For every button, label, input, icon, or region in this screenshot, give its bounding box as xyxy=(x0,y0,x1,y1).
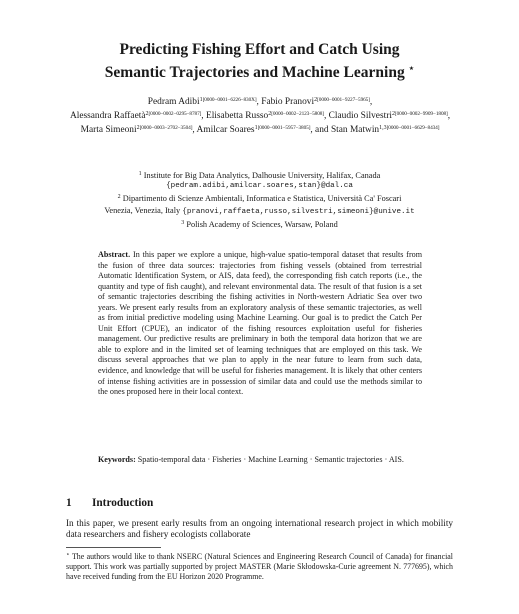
abstract-text: In this paper we explore a unique, high-value spatio-temporal dataset that results from the fusion of three data sources: trajectories from fishing vessels (obtained from terrestrial Automatic Identification System, or AIS, data feed), the corresponding fish catch reports (i.e., the quantity and type of fish caught), and relevant environmental data. The result of that fusion is a set of semantic trajectories describing the fishing activities in North-western Adriatic Sea over two years. We present early results from an exploratory analysis of these semantic trajectories, as well as from initial predictive modeling using Machine Learning. Our goal is to predict the Catch Per Unit Effort (CPUE), an indicator of the fishing resources exploitation useful for fisheries management. Our predictive results are preliminary in both the temporal data horizon that we are able to explore and in the limited set of learning techniques that are employed on this task. We discuss several approaches that we plan to apply in the near future to learn from such data, evidence, and knowledge that will be useful for fisheries management. It is likely that other centers of intense fishing activities are in possession of similar data and could use the methods similar to the ones proposed here in their local context. xyxy=(98,250,422,397)
intro-paragraph: In this paper, we present early results from an ongoing international research project in which mobility data researchers and fishery ecologists collaborate xyxy=(66,518,453,540)
affiliation-email: {pedram.adibi,amilcar.soares,stan}@dal.ca xyxy=(166,182,353,191)
section-heading xyxy=(66,497,153,509)
author-orcid: [0000−0001−5957−3805] xyxy=(257,125,311,132)
keywords-label: Keywords: xyxy=(98,455,136,464)
title-line-2 xyxy=(40,59,479,82)
author-orcid: [0000−0002−2123−5808] xyxy=(271,111,324,118)
author-name: Elisabetta Russo xyxy=(205,111,269,122)
author-affil-sup: 2 xyxy=(136,125,140,132)
abstract-label: Abstract. xyxy=(98,250,131,259)
author-name: Pedram Adibi xyxy=(147,97,200,107)
author-name: Claudio Silvestri xyxy=(328,111,392,122)
affiliations xyxy=(22,169,497,230)
affiliation-number: 2 xyxy=(117,194,121,201)
affiliation-2 xyxy=(22,192,497,204)
author-name: Amilcar Soares xyxy=(196,125,255,136)
footnote-mark: ⋆ xyxy=(66,552,70,558)
author-affil-sup: 2 xyxy=(268,111,272,118)
abstract xyxy=(98,250,422,398)
author-orcid: [0000−0003−2702−3504] xyxy=(139,125,193,132)
title-line-1: Predicting Fishing Effort and Catch Using xyxy=(119,41,400,58)
paper-title xyxy=(40,40,479,82)
author-affil-sup: 2 xyxy=(145,111,149,118)
section-title: Introduction xyxy=(92,497,154,509)
affiliation-2-cont xyxy=(22,205,497,218)
author-orcid: [0000−0002−0295−8787] xyxy=(148,111,202,118)
affiliation-3 xyxy=(22,218,497,230)
affiliation-email: {pranovi,raffaeta,russo,silvestri,simeoni}@unive.it xyxy=(182,207,415,216)
affiliation-number: 3 xyxy=(181,219,185,226)
affiliation-text: Venezia, Venezia, Italy xyxy=(104,205,181,215)
affiliation-text: Polish Academy of Sciences, Warsaw, Poland xyxy=(186,219,338,229)
author-name: Marta Simeoni xyxy=(80,125,137,136)
affiliation-1 xyxy=(22,169,497,181)
author-name: Alessandra Raffaetà xyxy=(69,111,146,122)
author-affil-sup: 2 xyxy=(314,97,318,103)
author-affil-sup: 1 xyxy=(199,97,203,103)
title-line-2-text: Semantic Trajectories and Machine Learning xyxy=(104,64,405,82)
author-affil-sup: 1,3 xyxy=(379,125,387,132)
author-name: Stan Matwin xyxy=(330,125,380,136)
author-orcid: [0000−0001−6629−8434] xyxy=(386,125,440,132)
author-orcid: [0000−0001−9227−5965] xyxy=(317,97,370,103)
author-name: Fabio Pranovi xyxy=(261,97,315,107)
author-affil-sup: 2 xyxy=(391,111,395,118)
affiliation-number: 1 xyxy=(138,171,142,177)
footnote-rule xyxy=(66,547,161,548)
author-affil-sup: 1 xyxy=(254,125,258,132)
affiliation-text: Dipartimento di Scienze Ambientali, Informatica e Statistica, Università Ca' Foscari xyxy=(122,194,402,204)
author-orcid: [0000−0002−9909−1808] xyxy=(394,111,448,118)
section-number: 1 xyxy=(66,497,72,509)
keywords-text: Spatio-temporal data · Fisheries · Machine Learning · Semantic trajectories · AIS. xyxy=(137,455,404,464)
footnote-text: The authors would like to thank NSERC (Natural Sciences and Engineering Research Council of Canada) for financial support. This work was partially supported by project MASTER (Marie Skłodowska-Curie agreement N. 777695), which have received funding from the EU Horizon 2020 Programme. xyxy=(66,552,453,581)
author-list: Pedram Adibi$^{1[0000-0001-6226-830X]}$, Fabio Pranovi$^{2[0000-0001-9227-5965]}$, Alessandra Raffaetà$^{2[0000-0002-0295-8787]}$, Elisabetta Russo$^{2[0000-0002-2123-5808]}$, Claudio Silvestri$^{2[0000-0002-9909-1808]}$, Marta Simeoni$^{2[0000-0003-2702-3504]}$, Amilcar Soares$^{1[0000-0001-5957-3805]}$, and Stan Matwin$^{1,3[0000-0001-6629-8434]}$ xyxy=(69,97,451,136)
author-orcid: [0000−0001−6226−830X] xyxy=(202,97,257,103)
title-footnote-mark: ⋆ xyxy=(408,63,415,73)
footnote xyxy=(66,551,453,582)
affiliation-text: Institute for Big Data Analytics, Dalhousie University, Halifax, Canada xyxy=(143,171,381,180)
keywords xyxy=(98,455,422,466)
